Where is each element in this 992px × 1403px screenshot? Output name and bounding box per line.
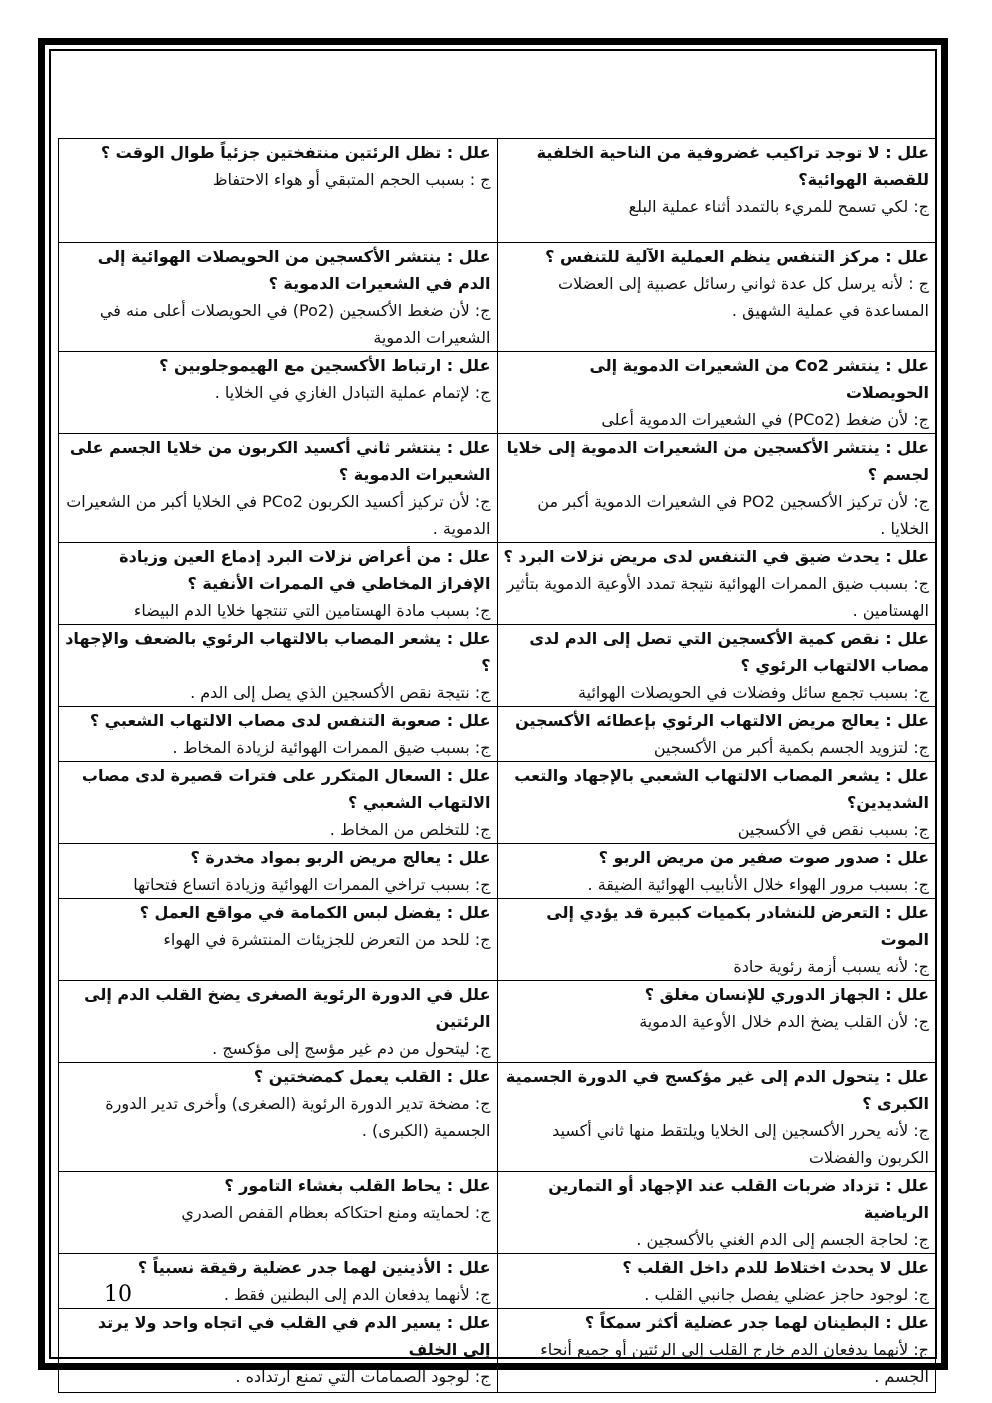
answer: ج: لأن ضغط (PCo2) في الشعيرات الدموية أعلى: [601, 410, 929, 429]
answer: ج: لأنهما يدفعان الدم خارج القلب إلى الرئتين أو جميع أنحاء الجسم .: [540, 1340, 929, 1386]
question: علل : ينتشر الأكسجين من الحويصلات الهوائية إلى الدم في الشعيرات الدموية ؟: [97, 247, 491, 293]
answer: ج: لوجود الصمامات التي تمنع ارتداده .: [235, 1367, 491, 1386]
qa-cell: [59, 1309, 498, 1393]
qa-cell: [497, 899, 936, 981]
question: علل : يحدث ضيق في التنفس لدى مريض نزلات البرد ؟: [503, 547, 929, 566]
question: علل : يعالج مريض الالتهاب الرئوي بإعطائه الأكسجين: [515, 711, 929, 730]
answer: ج: لأن ضغط الأكسجين (Po2) في الحويصلات أعلى منه في الشعيرات الدموية: [99, 301, 491, 347]
qa-cell: [497, 434, 936, 543]
question: علل : البطينان لهما جدر عضلية أكثر سمكاً ؟: [584, 1313, 929, 1332]
qa-cell: [59, 1172, 498, 1254]
question: علل : يحاط القلب بغشاء التامور ؟: [224, 1176, 491, 1195]
qa-cell: [59, 139, 498, 243]
question: علل : السعال المتكرر على فترات قصيرة لدى مصاب الالتهاب الشعبي ؟: [81, 766, 491, 812]
question: علل : صعوبة التنفس لدى مصاب الالتهاب الشعبي ؟: [89, 711, 491, 730]
question: علل : يفضل لبس الكمامة في مواقع العمل ؟: [139, 903, 491, 922]
qa-cell: [59, 625, 498, 707]
qa-cell: [497, 243, 936, 352]
question: علل : ينتشر ثاني أكسيد الكربون من خلايا الجسم على الشعيرات الدموية ؟: [69, 438, 491, 484]
table-row: [59, 543, 936, 625]
answer: ج: لإتمام عملية التبادل الغازي في الخلايا .: [214, 383, 491, 402]
question: علل : يشعر المصاب الالتهاب الشعبي بالإجهاد والتعب الشديدين؟: [514, 766, 929, 812]
question: علل : ينتشر Co2 من الشعيرات الدموية إلى الحويصلات: [589, 356, 929, 402]
answer: ج : بسبب الحجم المتبقي أو هواء الاحتفاظ: [212, 170, 491, 189]
qa-cell: [497, 352, 936, 434]
answer: ج: لأنهما يدفعان الدم إلى البطنين فقط .: [223, 1285, 491, 1304]
question: علل : مركز التنفس ينظم العملية الآلية للتنفس ؟: [545, 247, 929, 266]
question: علل : صدور صوت صفير من مريض الربو ؟: [598, 848, 929, 867]
question: علل لا يحدث اختلاط للدم داخل القلب ؟: [622, 1258, 929, 1277]
question: علل : لا توجد تراكيب غضروفية من الناحية الخلفية للقصبة الهوائية؟: [536, 143, 929, 189]
answer: ج: بسبب نقص في الأكسجين: [737, 820, 929, 839]
qa-cell: [59, 543, 498, 625]
table-row: [59, 625, 936, 707]
qa-cell: [59, 899, 498, 981]
answer: ج: بسبب ضيق الممرات الهوائية نتيجة تمدد الأوعية الدموية بتأثير الهستامين .: [506, 574, 929, 620]
table-row: [59, 1172, 936, 1254]
answer: ج: نتيجة نقص الأكسجين الذي يصل إلى الدم .: [190, 683, 491, 702]
answer: ج: بسبب ضيق الممرات الهوائية لزيادة المخاط .: [172, 738, 491, 757]
answer: ج: بسبب تجمع سائل وفضلات في الحويصلات الهوائية: [578, 683, 929, 702]
qa-cell: [497, 1172, 936, 1254]
page-number: 10: [104, 1282, 132, 1307]
answer: ج: لأن القلب يضخ الدم خلال الأوعية الدموية: [639, 1012, 929, 1031]
qa-cell: [497, 625, 936, 707]
question: علل : يتحول الدم إلى غير مؤكسج في الدورة الجسمية الكبرى ؟: [505, 1067, 929, 1113]
table-row: [59, 1309, 936, 1393]
qa-cell: [59, 844, 498, 899]
answer: ج: للحد من التعرض للجزيئات المنتشرة في الهواء: [163, 930, 491, 949]
question: علل : ينتشر الأكسجين من الشعيرات الدموية إلى خلايا لجسم ؟: [506, 438, 929, 484]
table-row: [59, 1254, 936, 1309]
qa-cell: [59, 762, 498, 844]
table-row: [59, 352, 936, 434]
question: علل : يشعر المصاب بالالتهاب الرئوي بالضعف والإجهاد ؟: [65, 629, 491, 675]
question: علل : الجهاز الدوري للإنسان مغلق ؟: [644, 985, 929, 1004]
qa-cell: [59, 1063, 498, 1172]
answer: ج : لأنه يرسل كل عدة ثواني رسائل عصبية إلى العضلات المساعدة في عملية الشهيق .: [558, 274, 929, 320]
qa-cell: [497, 844, 936, 899]
question: علل : القلب يعمل كمضختين ؟: [253, 1067, 491, 1086]
question: علل : تظل الرئتين منتفختين جزئياً طوال الوقت ؟: [100, 143, 491, 162]
qa-cell: [59, 434, 498, 543]
question: علل : يعالج مريض الربو بمواد مخدرة ؟: [190, 848, 491, 867]
table-row: [59, 243, 936, 352]
table-row: [59, 434, 936, 543]
qa-cell: [59, 981, 498, 1063]
answer: ج: لتزويد الجسم بكمية أكبر من الأكسجين: [653, 738, 929, 757]
answer: ج: لكي تسمح للمريء بالتمدد أثناء عملية البلع: [628, 197, 929, 216]
answer: ج: بسبب مادة الهستامين التي تنتجها خلايا الدم البيضاء: [133, 601, 491, 620]
qa-cell: [497, 1254, 936, 1309]
answer: ج: لحمايته ومنع احتكاكه بعظام القفص الصدري: [181, 1203, 491, 1222]
question: علل في الدورة الرئوية الصغرى يضخ القلب الدم إلى الرئتين: [84, 985, 491, 1031]
question: علل : الأذينين لهما جدر عضلية رقيقة نسبياً ؟: [137, 1258, 491, 1277]
answer: ج: لحاجة الجسم إلى الدم الغني بالأكسجين .: [636, 1230, 929, 1249]
question: علل : ارتباط الأكسجين مع الهيموجلوبين ؟: [159, 356, 491, 375]
answer: ج: لأن تركيز الأكسجين PO2 في الشعيرات الدموية أكبر من الخلايا .: [537, 492, 929, 538]
answer: ج: لأن تركيز أكسيد الكربون PCo2 في الخلايا أكبر من الشعيرات الدموية .: [66, 492, 491, 538]
qa-cell: [59, 352, 498, 434]
question: علل : يسير الدم في القلب في اتجاه واحد ولا يرتد إلى الخلف: [97, 1313, 491, 1359]
table-row: [59, 139, 936, 243]
qa-cell: [497, 707, 936, 762]
qa-cell: [497, 139, 936, 243]
question: علل : نقص كمية الأكسجين التي تصل إلى الدم لدى مصاب الالتهاب الرئوي ؟: [529, 629, 929, 675]
question: علل : من أعراض نزلات البرد إدماع العين وزيادة الإفراز المخاطي في الممرات الأنفية ؟: [119, 547, 491, 593]
qa-cell: [497, 543, 936, 625]
answer: ج: بسبب مرور الهواء خلال الأنابيب الهوائية الضيقة .: [587, 875, 929, 894]
table-row: [59, 707, 936, 762]
table-row: [59, 1063, 936, 1172]
qa-cell: [59, 707, 498, 762]
answer: ج: للتخلص من المخاط .: [329, 820, 491, 839]
answer: ج: بسبب تراخي الممرات الهوائية وزيادة اتساع فتحاتها: [133, 875, 491, 894]
qa-cell: [497, 981, 936, 1063]
answer: ج: لأنه يسبب أزمة رئوية حادة: [733, 957, 929, 976]
qa-cell: [497, 762, 936, 844]
qa-cell: [497, 1309, 936, 1393]
qa-cell: [59, 243, 498, 352]
qa-table: [58, 138, 936, 1393]
table-row: [59, 844, 936, 899]
answer: ج: ليتحول من دم غير مؤسج إلى مؤكسج .: [212, 1039, 491, 1058]
qa-cell: [497, 1063, 936, 1172]
answer: ج: مضخة تدير الدورة الرئوية (الصغرى) وأخرى تدير الدورة الجسمية (الكبرى) .: [105, 1094, 491, 1140]
question: علل : تزداد ضربات القلب عند الإجهاد أو التمارين الرياضية: [548, 1176, 929, 1222]
question: علل : التعرض للنشادر بكميات كبيرة قد يؤدي إلى الموت: [546, 903, 929, 949]
answer: ج: لوجود حاجز عضلي يفصل جانبي القلب .: [644, 1285, 929, 1304]
table-row: [59, 981, 936, 1063]
table-row: [59, 899, 936, 981]
table-row: [59, 762, 936, 844]
answer: ج: لأنه يحرر الأكسجين إلى الخلايا ويلتقط منها ثاني أكسيد الكربون والفضلات: [552, 1121, 929, 1167]
